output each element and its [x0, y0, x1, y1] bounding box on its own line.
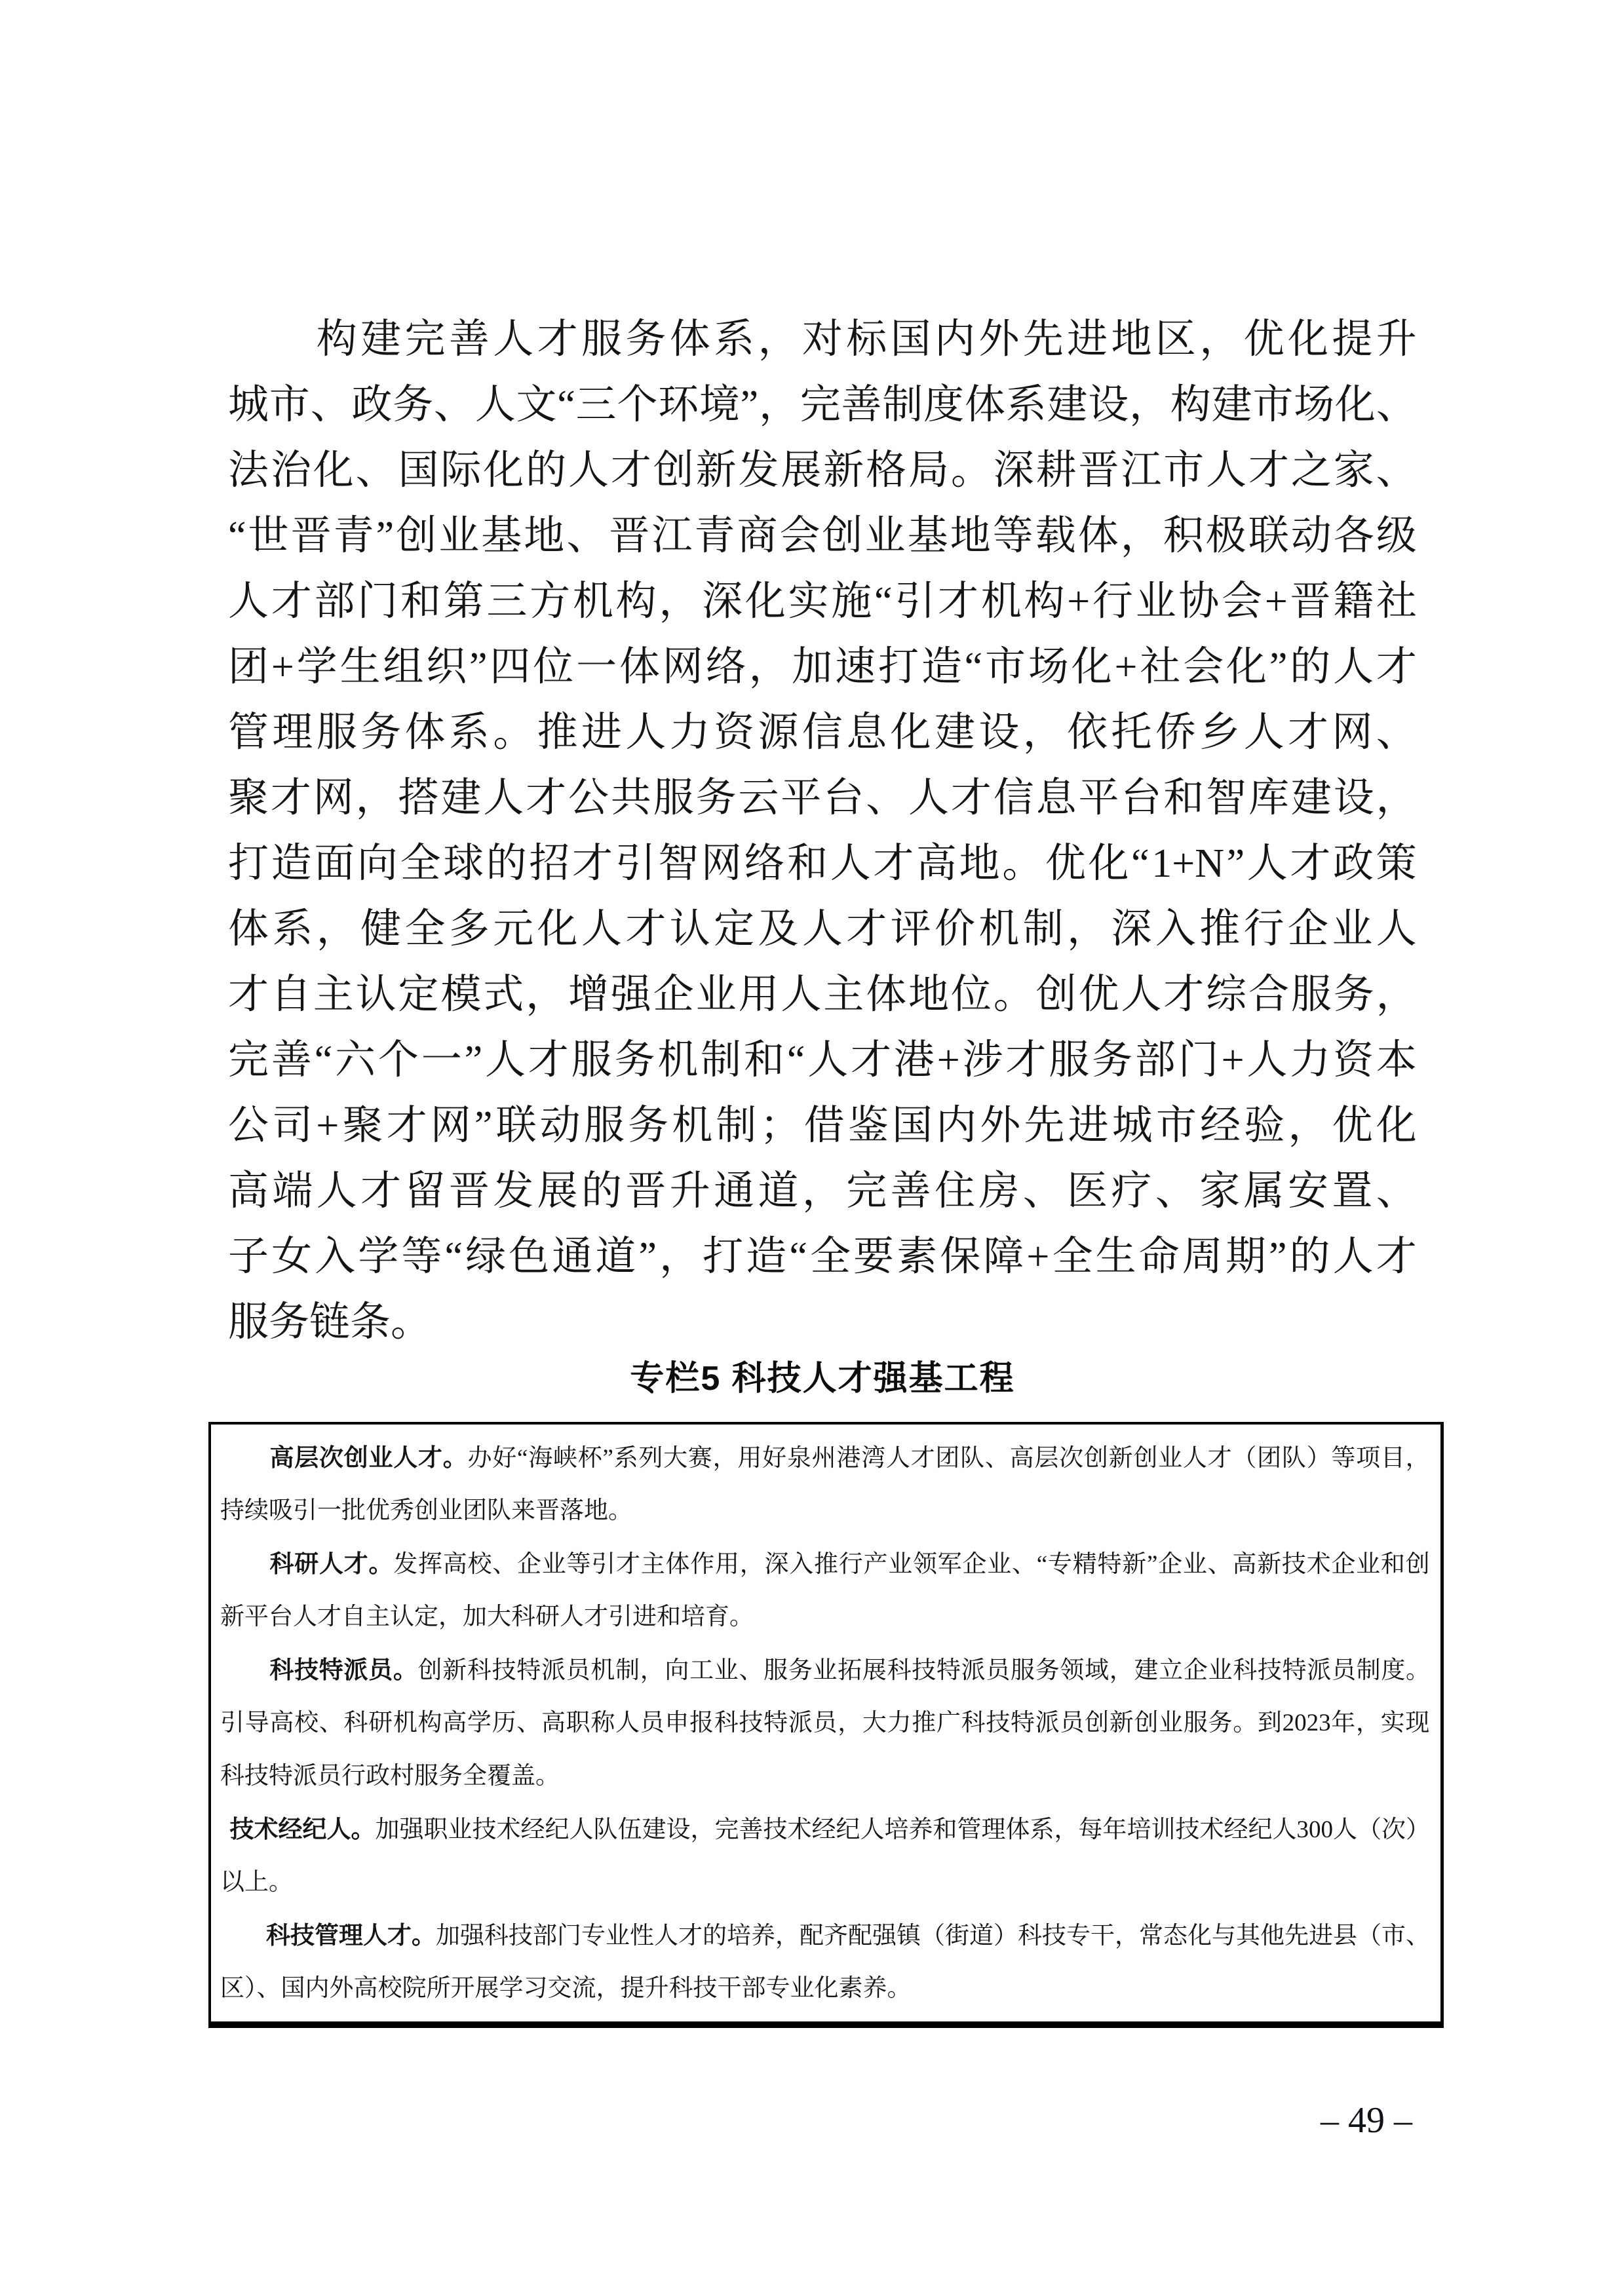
body-line: 才 自 主 认 定 模 式 ， 增 强 企 业 用 人 主 体 地 位 。 创 优 人 才 综 合 服 务 ， — [228, 972, 1417, 1017]
main-paragraph — [228, 307, 1417, 1355]
panel-line: 科 技 特 派 员 。 创 新 科 技 特 派 员 机 制 ， 向 工 业 、 服 务 业 拓 展 科 技 特 派 员 服 务 领 域 ， 建 立 企 业 科 技 特 派 员 制 度 。 — [269, 1656, 1430, 1684]
panel-line: 以上。 — [220, 1869, 293, 1896]
panel-line: 科技特派员行政村服务全覆盖。 — [220, 1763, 560, 1789]
body-line: 聚 才 网 ， 搭 建 人 才 公 共 服 务 云 平 台 、 人 才 信 息 平 台 和 智 库 建 设 ， — [228, 776, 1417, 820]
body-line: 公 司 + 聚 才 网 ” 联 动 服 务 机 制 ； 借 鉴 国 内 外 先 进 城 市 经 验 ， 优 化 — [228, 1103, 1417, 1148]
body-line: 人 才 部 门 和 第 三 方 机 构 ， 深 化 实 施 “ 引 才 机 构 + 行 业 协 会 + 晋 籍 社 — [228, 579, 1417, 624]
page-number: – 49 – — [1321, 2100, 1412, 2141]
panel-line: 高 层 次 创 业 人 才 。 办 好 “ 海 峡 杯 ” 系 列 大 赛 ， 用 好 泉 州 港 湾 人 才 团 队 、 高 层 次 创 新 创 业 人 才 （ 团 队 ） 等 项 目 ， — [269, 1444, 1430, 1472]
body-line: 城 市 、 政 务 、 人 文 “ 三 个 环 境 ” ， 完 善 制 度 体 系 建 设 ， 构 建 市 场 化 、 — [228, 383, 1417, 427]
body-line: 体 系 ， 健 全 多 元 化 人 才 认 定 及 人 才 评 价 机 制 ， 深 入 推 行 企 业 人 — [228, 907, 1417, 951]
panel-title: 专栏5 科技人才强基工程 — [630, 1360, 1015, 1398]
body-line: 法 治 化 、 国 际 化 的 人 才 创 新 发 展 新 格 局 。 深 耕 晋 江 市 人 才 之 家 、 — [228, 448, 1417, 493]
body-line: 打 造 面 向 全 球 的 招 才 引 智 网 络 和 人 才 高 地 。 优 化 “ 1+N ” 人 才 政 策 — [228, 841, 1417, 886]
body-line: “ 世 晋 青 ” 创 业 基 地 、 晋 江 青 商 会 创 业 基 地 等 载 体 ， 积 极 联 动 各 级 — [228, 514, 1417, 558]
panel-line: 新平台人才自主认定，加大科研人才引进和培育。 — [220, 1603, 754, 1630]
body-line: 服务链条。 — [228, 1300, 432, 1345]
body-line: 团 + 学 生 组 织 ” 四 位 一 体 网 络 ， 加 速 打 造 “ 市 场 化 + 社 会 化 ” 的 人 才 — [228, 645, 1417, 689]
panel-line: 区）、国内外高校院所开展学习交流，提升科技干部专业化素养。 — [220, 1975, 912, 2002]
panel-line: 科 研 人 才 。 发 挥 高 校 、 企 业 等 引 才 主 体 作 用 ， 深 入 推 行 产 业 领 军 企 业 、 “ 专 精 特 新 ” 企 业 、 高 新 技 术 企 业 和 创 — [269, 1550, 1430, 1578]
panel-line: 持续吸引一批优秀创业团队来晋落地。 — [220, 1497, 632, 1524]
panel-line: 引 导 高 校 、 科 研 机 构 高 学 历 、 高 职 称 人 员 申 报 科 技 特 派 员 ， 大 力 推 广 科 技 特 派 员 创 新 创 业 服 务 。 到 2023 年 ， 实 现 — [220, 1710, 1430, 1736]
body-line: 高 端 人 才 留 晋 发 展 的 晋 升 通 道 ， 完 善 住 房 、 医 疗 、 家 属 安 置 、 — [228, 1169, 1417, 1214]
body-line: 管 理 服 务 体 系 。 推 进 人 力 资 源 信 息 化 建 设 ， 依 托 侨 乡 人 才 网 、 — [228, 710, 1417, 755]
body-line: 构 建 完 善 人 才 服 务 体 系 ， 对 标 国 内 外 先 进 地 区 ， 优 化 提 升 — [316, 317, 1417, 362]
panel-line: 技 术 经 纪 人 。 加 强 职 业 技 术 经 纪 人 队 伍 建 设 ， 完 善 技 术 经 纪 人 培 养 和 管 理 体 系 ， 每 年 培 训 技 术 经 纪 人 300 人 （ 次 ） — [229, 1816, 1430, 1843]
panel-line: 科 技 管 理 人 才 。 加 强 科 技 部 门 专 业 性 人 才 的 培 养 ， 配 齐 配 强 镇 （ 街 道 ） 科 技 专 干 ， 常 态 化 与 其 他 先 进 县 （ 市 、 — [266, 1922, 1430, 1949]
special-column-panel — [208, 1422, 1444, 2028]
body-line: 子 女 入 学 等 “ 绿 色 通 道 ” ， 打 造 “ 全 要 素 保 障 + 全 生 命 周 期 ” 的 人 才 — [228, 1234, 1417, 1279]
body-line: 完 善 “ 六 个 一 ” 人 才 服 务 机 制 和 “ 人 才 港 + 涉 才 服 务 部 门 + 人 力 资 本 — [228, 1038, 1417, 1082]
